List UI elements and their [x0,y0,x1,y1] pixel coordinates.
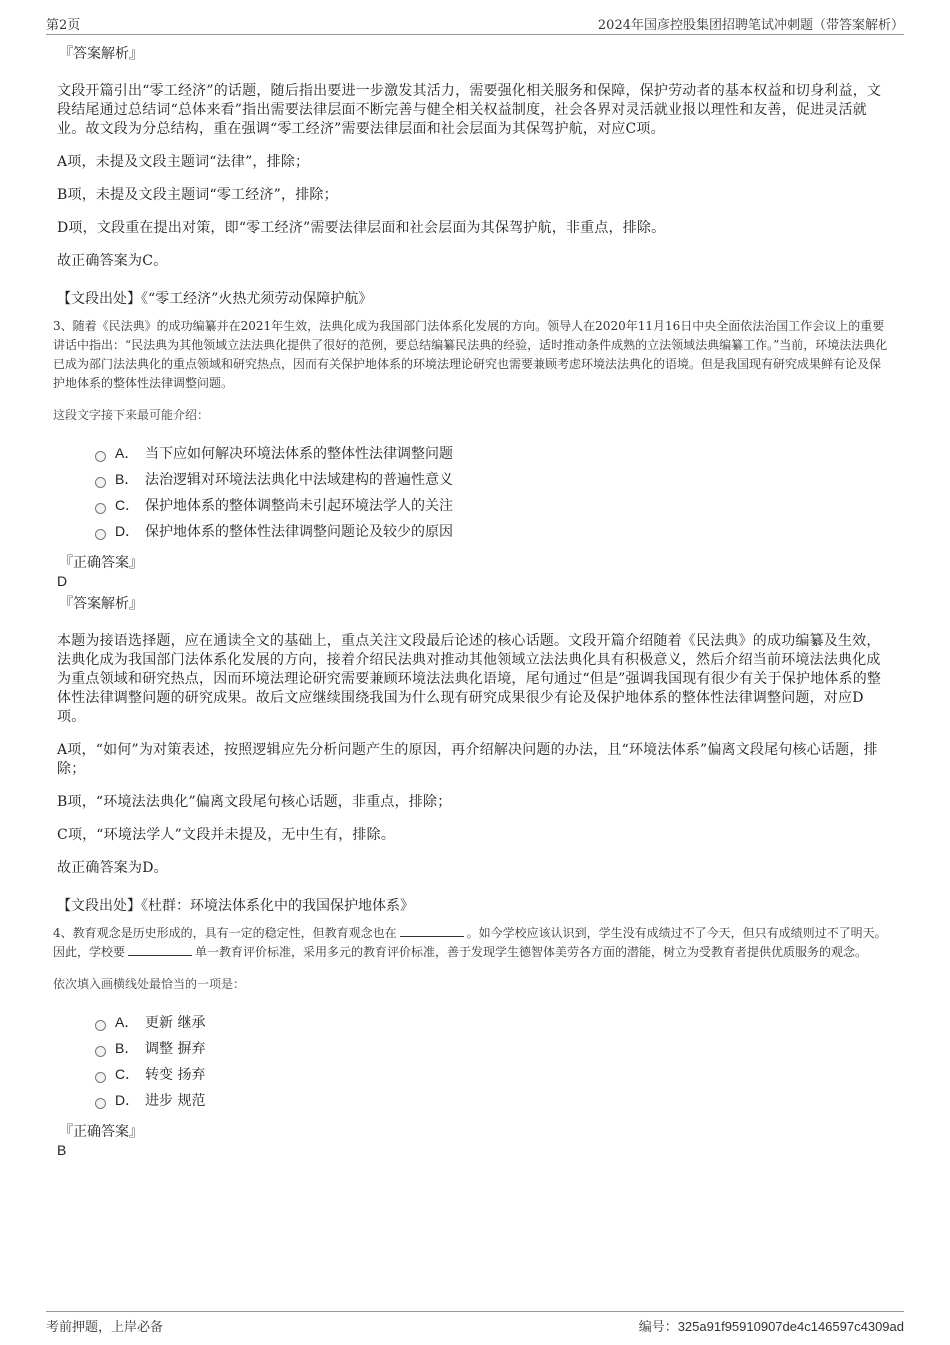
analysis-option-a: A项，“如何”为对策表述，按照逻辑应先分析问题产生的原因，再介绍解决问题的办法，且“环境法体系”偏离文段尾句核心话题，排除； [57,742,878,777]
page-content [53,44,892,1163]
question-4-stem [53,924,892,962]
option-text: 保护地体系的整体性法律调整问题论及较少的原因 [145,524,453,540]
analysis-option-b: B项，未提及文段主题词“零工经济”，排除； [57,187,338,203]
correct-answer-label: 『正确答案』 [59,555,143,571]
fill-blank [128,943,192,956]
radio-button[interactable] [95,529,106,540]
analysis-option-b: B项，“环境法法典化”偏离文段尾句核心话题，非重点，排除； [57,794,452,810]
option-text: 法治逻辑对环境法法典化中法域建构的普遍性意义 [145,472,453,488]
stem-part: 。如今学校应该认识到，学生没有成绩过不了今天，但只有成绩则过不了明天。因此，学校要 [53,926,887,959]
option-letter: B． [115,1040,139,1056]
option-text: 进步 规范 [145,1093,206,1109]
option-text: 当下应如何解决环境法体系的整体性法律调整问题 [145,446,453,462]
option-text: 更新 继承 [145,1015,206,1031]
radio-button[interactable] [95,1046,106,1057]
answer-conclusion: 故正确答案为C。 [57,253,168,269]
analysis-option-d: D项，文段重在提出对策，即“零工经济”需要法律层面和社会层面为其保驾护航，非重点，排除。 [57,220,666,236]
option-letter: B． [115,471,139,487]
answer-conclusion: 故正确答案为D。 [57,860,168,876]
radio-button[interactable] [95,451,106,462]
option-d[interactable] [95,1087,892,1113]
correct-answer-label: 『正确答案』 [59,1124,143,1140]
document-id: 编号：325a91f95910907de4c146597c4309ad [638,1319,904,1334]
option-letter: D． [115,523,140,539]
passage-source: 【文段出处】《杜群：环境法体系化中的我国保护地体系》 [57,898,414,914]
option-letter: A． [115,1014,139,1030]
option-letter: D． [115,1092,140,1108]
question-3-prompt: 这段文字接下来最可能介绍： [53,408,210,422]
option-c[interactable] [95,1061,892,1087]
question-4-prompt: 依次填入画横线处最恰当的一项是： [53,977,246,991]
page-number: 第2页 [46,18,81,33]
option-text: 调整 摒弃 [145,1041,206,1057]
radio-button[interactable] [95,1098,106,1109]
radio-button[interactable] [95,503,106,514]
option-d[interactable] [95,518,892,544]
question-3-options [95,440,892,544]
option-letter: C． [115,1066,140,1082]
analysis-option-c: C项，“环境法学人”文段并未提及，无中生有，排除。 [57,827,396,843]
passage-source: 【文段出处】《“零工经济”火热尤须劳动保障护航》 [57,291,373,307]
page-footer [46,1311,904,1336]
option-b[interactable] [95,1035,892,1061]
analysis-label: 『答案解析』 [59,596,143,612]
radio-button[interactable] [95,477,106,488]
radio-button[interactable] [95,1072,106,1083]
page-header [46,14,904,35]
question-3-stem: 3、随着《民法典》的成功编纂并在2021年生效，法典化成为我国部门法体系化发展的方向。领导人在2020年11月16日中央全面依法治国工作会议上的重要讲话中指出：“民法典为其他领域立法法典化提供了很好的范例，要总结编纂民法典的经验，适时推动条件成熟的立法领域法典编纂工作。”当前，环境法法典化已成为部门法法典化的重点领域和研究热点，因而有关保护地体系的环境法理论研究也需要兼顾考虑环境法法典化的语境。但是我国现有研究成果鲜有论及保护地体系的整体性法律调整问题。 [53,319,888,390]
option-c[interactable] [95,492,892,518]
option-letter: C． [115,497,140,513]
question-4-options [95,1009,892,1113]
analysis-option-a: A项，未提及文段主题词“法律”，排除； [57,154,310,170]
option-a[interactable] [95,1009,892,1035]
option-a[interactable] [95,440,892,466]
stem-part: 4、教育观念是历史形成的，具有一定的稳定性，但教育观念也在 [53,926,397,940]
analysis-label: 『答案解析』 [59,46,143,62]
analysis-paragraph: 本题为接语选择题，应在通读全文的基础上，重点关注文段最后论述的核心话题。文段开篇介绍随着《民法典》的成功编纂及生效，法典化成为我国部门法体系化发展的方向，接着介绍民法典对推动其他领域立法法典化具有积极意义，然后介绍当前环境法法典化成为重点领域和研究热点，因而环境法理论研究需要兼顾环境法法典化语境，尾句通过“但是”强调我国现有很少有关于保护地体系的整体性法律调整问题的研究成果。故后文应继续围绕我国为什么现有研究成果很少有论及保护地体系的整体性法律调整问题，对应D项。 [57,633,882,725]
option-text: 转变 扬弃 [145,1067,206,1083]
option-b[interactable] [95,466,892,492]
correct-answer: B [57,1142,67,1158]
document-title: 2024年国彦控股集团招聘笔试冲刺题（带答案解析） [597,18,904,33]
option-letter: A． [115,445,139,461]
correct-answer: D [57,573,68,589]
fill-blank [400,924,464,937]
stem-part: 单一教育评价标准，采用多元的教育评价标准，善于发现学生德智体美劳各方面的潜能，树立为受教育者提供优质服务的观念。 [195,945,868,959]
footer-slogan: 考前押题，上岸必备 [46,1320,164,1335]
analysis-paragraph: 文段开篇引出“零工经济”的话题，随后指出要进一步激发其活力，需要强化相关服务和保障，保护劳动者的基本权益和切身利益，文段结尾通过总结词“总体来看”指出需要法律层面不断完善与健全相关权益制度，社会各界对灵活就业报以理性和友善，促进灵活就业。故文段为分总结构，重在强调“零工经济”需要法律层面和社会层面为其保驾护航，对应C项。 [57,83,882,137]
radio-button[interactable] [95,1020,106,1031]
option-text: 保护地体系的整体调整尚未引起环境法学人的关注 [145,498,453,514]
